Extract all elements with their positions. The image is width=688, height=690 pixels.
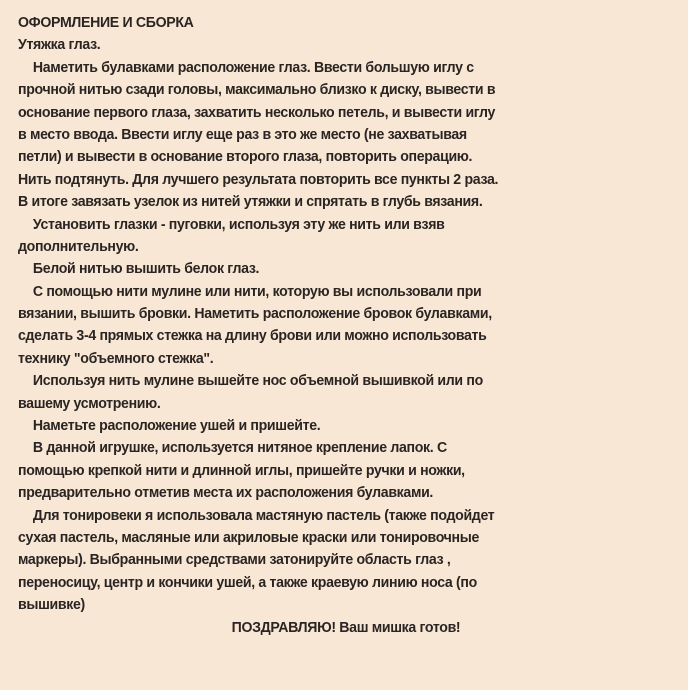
text-line: петли) и вывести в основание второго глаза, повторить операцию. [18, 148, 473, 166]
subsection-heading: Утяжка глаз. [18, 36, 101, 54]
text-line: Используя нить мулине вышейте нос объемной вышивкой или по [32, 372, 483, 390]
text-line: переносицу, центр и кончики ушей, а также краевую линию носа (по [18, 573, 477, 591]
text-line: технику "объемного стежка". [18, 349, 214, 367]
text-line: Наметьте расположение ушей и пришейте. [32, 417, 321, 435]
text-line: Для тонировеки я использовала мастяную пастель (также подойдет [32, 506, 495, 524]
text-line: в место ввода. Ввести иглу еще раз в это же место (не захватывая [18, 125, 467, 143]
text-line: Нить подтянуть. Для лучшего результата повторить все пункты 2 раза. [18, 170, 499, 188]
text-line: маркеры). Выбранными средствами затонируйте область глаз , [18, 551, 451, 569]
text-line: вязании, вышить бровки. Наметить расположение бровок булавками, [18, 305, 492, 323]
text-line: Белой нитью вышить белок глаз. [32, 260, 260, 278]
text-line: сухая пастель, масляные или акриловые краски или тонировочные [18, 528, 480, 546]
section-heading: ОФОРМЛЕНИЕ И СБОРКА [18, 14, 194, 31]
closing-line: ПОЗДРАВЛЯЮ! Ваш мишка готов! [231, 618, 461, 636]
text-line: С помощью нити мулине или нити, которую вы использовали при [32, 282, 482, 300]
text-line: основание первого глаза, захватить несколько петель, и вывести иглу [18, 103, 496, 121]
text-line: В данной игрушке, используется нитяное крепление лапок. С [32, 439, 447, 457]
text-line: предварительно отметив места их расположения булавками. [18, 484, 434, 502]
text-line: дополнительную. [18, 237, 139, 255]
text-line: вашему усмотрению. [18, 394, 161, 412]
document-body [18, 57, 674, 617]
text-line: Наметить булавками расположение глаз. Ввести большую иглу с [32, 58, 474, 76]
text-line: вышивке) [18, 596, 85, 614]
text-line: В итоге завязать узелок из нитей утяжки и спрятать в глубь вязания. [18, 193, 483, 211]
text-line: прочной нитью сзади головы, максимально близко к диску, вывести в [18, 81, 496, 99]
text-line: помощью крепкой нити и длинной иглы, пришейте ручки и ножки, [18, 461, 465, 479]
text-line: Установить глазки - пуговки, используя эту же нить или взяв [32, 215, 445, 233]
text-line: сделать 3-4 прямых стежка на длину брови или можно использовать [18, 327, 487, 345]
